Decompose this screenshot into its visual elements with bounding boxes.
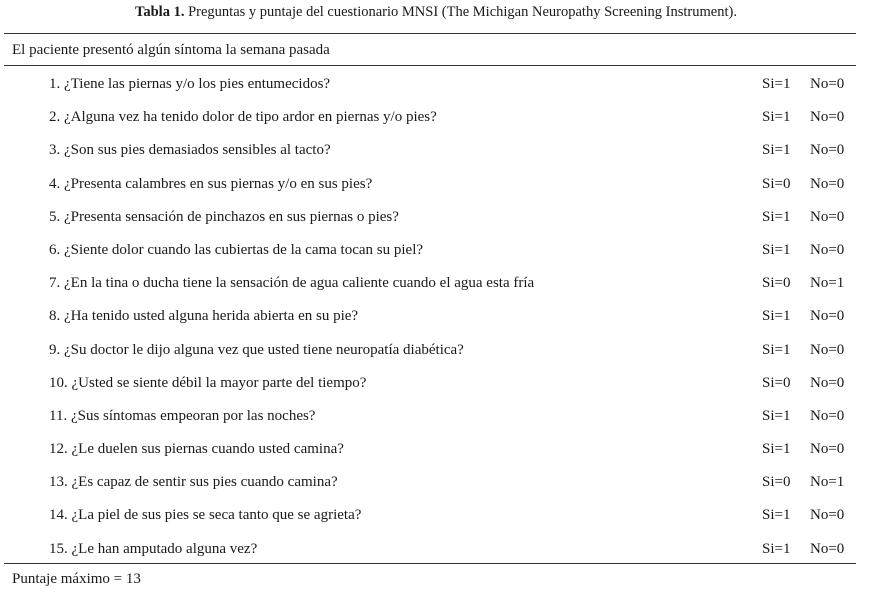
top-rule [4,33,856,34]
question-text: 14. ¿La piel de sus pies se seca tanto que se agrieta? [49,507,362,524]
no-score: No=0 [810,341,845,358]
si-score: Si=1 [762,341,791,358]
si-score: Si=0 [762,175,791,192]
si-score: Si=1 [762,308,791,325]
no-score: No=0 [810,241,845,258]
no-score: No=0 [810,407,845,424]
table-caption-text: Preguntas y puntaje del cuestionario MNSI (The Michigan Neuropathy Screening Instrument). [184,4,737,20]
table-caption [0,4,872,21]
question-text: 2. ¿Alguna vez ha tenido dolor de tipo ardor en piernas y/o pies? [49,109,437,126]
si-score: Si=0 [762,474,791,491]
si-score: Si=1 [762,208,791,225]
max-score-note: Puntaje máximo = 13 [12,571,141,587]
question-text: 8. ¿Ha tenido usted alguna herida abierta en su pie? [49,308,359,325]
question-row [0,465,872,498]
question-row [0,133,872,166]
si-score: Si=1 [762,507,791,524]
question-row [0,432,872,465]
no-score: No=0 [810,175,845,192]
no-score: No=0 [810,109,845,126]
intro-row: El paciente presentó algún síntoma la semana pasada [12,42,330,58]
question-row [0,333,872,366]
question-text: 3. ¿Son sus pies demasiados sensibles al tacto? [49,142,331,159]
question-list [0,67,872,565]
question-text: 12. ¿Le duelen sus piernas cuando usted camina? [49,441,344,458]
no-score: No=0 [810,76,845,92]
question-text: 7. ¿En la tina o ducha tiene la sensación de agua caliente cuando el agua esta fría [49,275,535,292]
no-score: No=0 [810,308,845,325]
question-text: 9. ¿Su doctor le dijo alguna vez que usted tiene neuropatía diabética? [49,341,464,358]
si-score: Si=0 [762,275,791,292]
question-row [0,100,872,133]
question-row [0,200,872,233]
question-row [0,299,872,332]
question-row [0,167,872,200]
question-text: 1. ¿Tiene las piernas y/o los pies entumecidos? [49,76,331,92]
no-score: No=0 [810,441,845,458]
si-score: Si=1 [762,441,791,458]
question-text: 10. ¿Usted se siente débil la mayor parte del tiempo? [49,374,367,391]
si-score: Si=0 [762,374,791,391]
si-score: Si=1 [762,407,791,424]
question-row [0,532,872,565]
no-score: No=0 [810,142,845,159]
header-rule [4,65,856,66]
question-row [0,233,872,266]
no-score: No=0 [810,507,845,524]
no-score: No=0 [810,374,845,391]
bottom-rule [4,563,856,564]
question-row [0,366,872,399]
table-caption-label: Tabla 1. [135,4,185,20]
question-text: 15. ¿Le han amputado alguna vez? [49,540,258,557]
si-score: Si=1 [762,109,791,126]
no-score: No=1 [810,474,845,491]
question-text: 13. ¿Es capaz de sentir sus pies cuando camina? [49,474,338,491]
question-text: 4. ¿Presenta calambres en sus piernas y/o en sus pies? [49,175,373,192]
no-score: No=0 [810,208,845,225]
question-row [0,498,872,531]
si-score: Si=1 [762,142,791,159]
si-score: Si=1 [762,241,791,258]
si-score: Si=1 [762,76,791,92]
question-text: 5. ¿Presenta sensación de pinchazos en sus piernas o pies? [49,208,399,225]
no-score: No=1 [810,275,845,292]
question-row [0,266,872,299]
si-score: Si=1 [762,540,791,557]
question-text: 6. ¿Siente dolor cuando las cubiertas de la cama tocan su piel? [49,241,424,258]
question-row [0,67,872,100]
question-text: 11. ¿Sus síntomas empeoran por las noches? [49,407,316,424]
question-row [0,399,872,432]
no-score: No=0 [810,540,845,557]
